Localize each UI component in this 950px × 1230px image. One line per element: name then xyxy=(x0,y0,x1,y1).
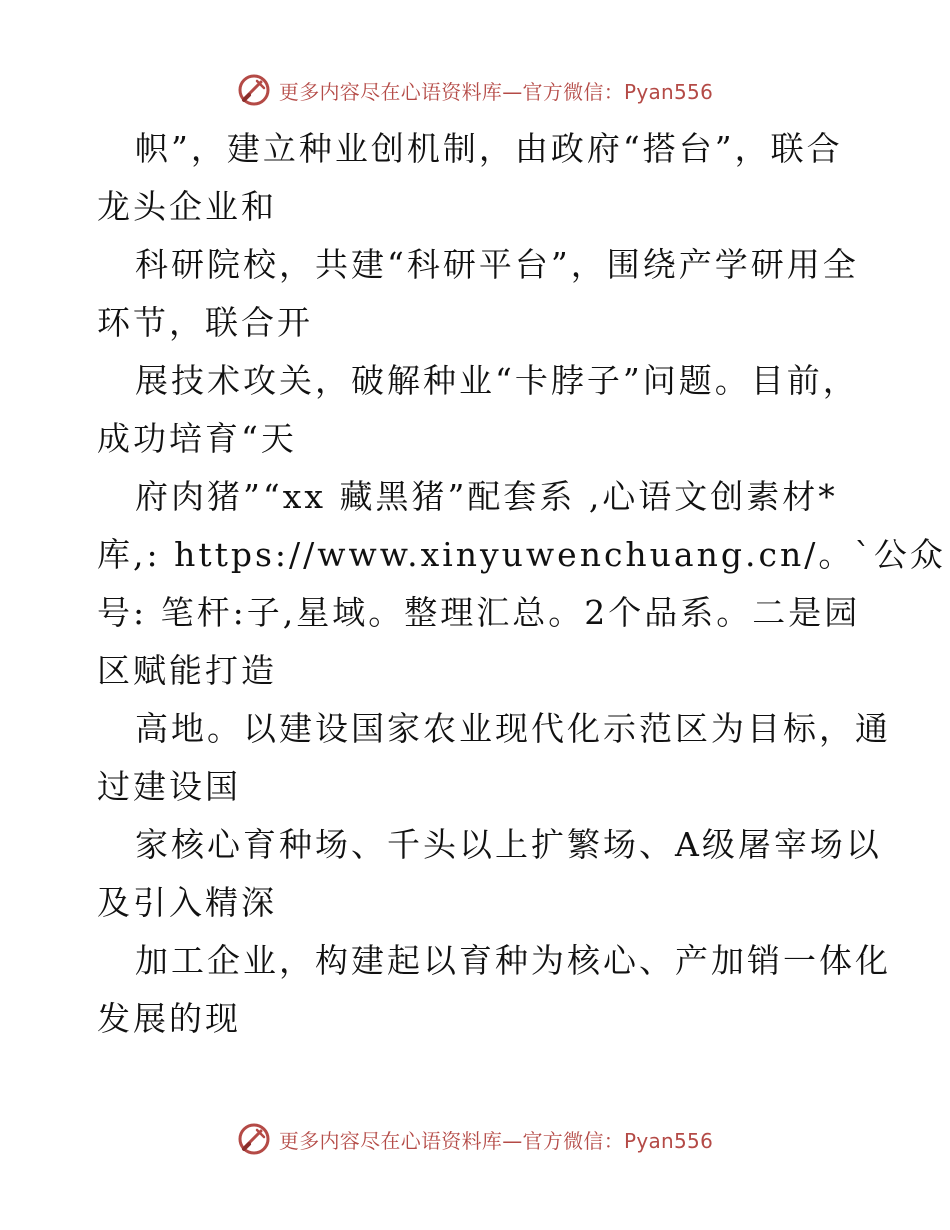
text-line: 龙头企业和 xyxy=(97,187,277,226)
text-line: 区赋能打造 xyxy=(97,651,277,690)
text-line: 过建设国 xyxy=(97,767,241,806)
text-line: 帜”，建立种业创机制，由政府“搭台”，联合 xyxy=(135,129,843,168)
text-line: 成功培育“天 xyxy=(97,419,297,458)
header-watermark xyxy=(0,70,950,110)
text-line: 府肉猪”“xx 藏黑猪”配套系 ,心语文创素材* xyxy=(135,477,838,516)
document-body xyxy=(97,120,946,1048)
text-line: 加工企业，构建起以育种为核心、产加销一体化 xyxy=(135,941,891,980)
text-line: 科研院校，共建“科研平台”，围绕产学研用全 xyxy=(135,245,859,284)
text-line: 环节，联合开 xyxy=(97,303,313,342)
text-line: 发展的现 xyxy=(97,999,241,1038)
text-line: 库,: https://www.xinyuwenchuang.cn/。`公众 xyxy=(97,535,946,574)
text-line: 展技术攻关，破解种业“卡脖子”问题。目前， xyxy=(135,361,859,400)
footer-watermark xyxy=(0,1119,950,1159)
text-line: 号: 笔杆:子,星域。整理汇总。2个品系。二是园 xyxy=(97,593,861,632)
header-watermark-text: 更多内容尽在心语资料库—官方微信：Pyan556 xyxy=(278,79,714,104)
pen-seal-icon xyxy=(237,1122,271,1156)
text-line: 及引入精深 xyxy=(97,883,277,922)
text-line: 高地。以建设国家农业现代化示范区为目标，通 xyxy=(135,709,891,748)
pen-seal-icon xyxy=(237,73,271,107)
text-line: 家核心育种场、千头以上扩繁场、A级屠宰场以 xyxy=(135,825,882,864)
footer-watermark-text: 更多内容尽在心语资料库—官方微信：Pyan556 xyxy=(278,1128,714,1153)
